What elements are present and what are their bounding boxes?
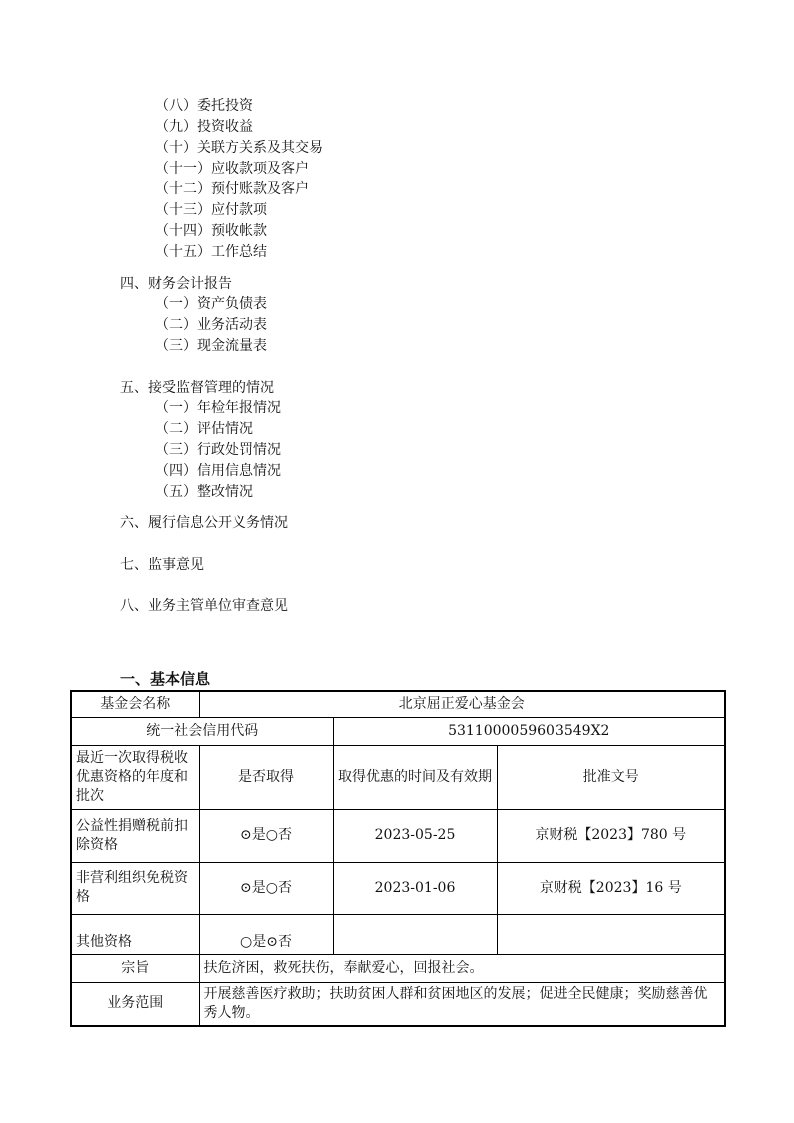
tax-header-period: 取得优惠的时间及有效期 [333, 745, 497, 809]
tax-header-obtained: 是否取得 [199, 745, 333, 809]
code-value: 5311000059603549X2 [333, 717, 725, 745]
code-label: 统一社会信用代码 [71, 717, 333, 745]
toc-item: （十三）应付款项 [155, 202, 267, 218]
tax-row-doc: 京财税【2023】780 号 [497, 809, 725, 862]
toc-item: （一）年检年报情况 [155, 400, 281, 416]
toc-item: （十）关联方关系及其交易 [155, 140, 323, 156]
basic-info-table [70, 690, 726, 1027]
table-row [71, 954, 725, 982]
tax-row-label: 公益性捐赠税前扣除资格 [71, 809, 199, 862]
toc-item: （十五）工作总结 [155, 244, 267, 260]
toc-section-6: 六、履行信息公开义务情况 [120, 515, 288, 531]
toc-item: （二）业务活动表 [155, 317, 267, 333]
table-row [71, 862, 725, 914]
tax-row-date: 2023-01-06 [333, 862, 497, 914]
toc-item: （十一）应收款项及客户 [155, 161, 309, 177]
tax-row-obtained: ⊙是○否 [199, 809, 333, 862]
tax-row-date [333, 914, 497, 954]
tax-row-doc [497, 914, 725, 954]
toc-section-7: 七、监事意见 [120, 557, 204, 573]
toc-item: （五）整改情况 [155, 484, 253, 500]
table-row [71, 914, 725, 954]
toc-item: （十二）预付账款及客户 [155, 181, 309, 197]
purpose-value: 扶危济困，救死扶伤，奉献爱心，回报社会。 [199, 954, 725, 982]
table-row [71, 717, 725, 745]
toc-item: （三）现金流量表 [155, 338, 267, 354]
tax-row-obtained: ⊙是○否 [199, 862, 333, 914]
purpose-label: 宗旨 [71, 954, 199, 982]
table-row [71, 982, 725, 1026]
tax-row-doc: 京财税【2023】16 号 [497, 862, 725, 914]
tax-header-year: 最近一次取得税收优惠资格的年度和批次 [71, 745, 199, 809]
toc-item: （二）评估情况 [155, 421, 253, 437]
section-title-basic-info: 一、基本信息 [120, 670, 211, 688]
toc-section-8: 八、业务主管单位审查意见 [120, 598, 288, 614]
toc-section-4: 四、财务会计报告 [120, 276, 232, 292]
table-row [71, 809, 725, 862]
toc-item: （三）行政处罚情况 [155, 442, 281, 458]
toc-item: （十四）预收帐款 [155, 223, 267, 239]
toc-section-5: 五、接受监督管理的情况 [120, 380, 274, 396]
table-row [71, 745, 725, 809]
scope-label: 业务范围 [71, 982, 199, 1026]
tax-row-date: 2023-05-25 [333, 809, 497, 862]
name-label: 基金会名称 [71, 691, 199, 717]
tax-row-label: 其他资格 [71, 914, 199, 954]
tax-row-obtained: ○是⊙否 [199, 914, 333, 954]
table-row [71, 691, 725, 717]
toc-item: （九）投资收益 [155, 119, 253, 135]
tax-row-label: 非营利组织免税资格 [71, 862, 199, 914]
toc-item: （一）资产负债表 [155, 296, 267, 312]
name-value: 北京屈正爱心基金会 [199, 691, 725, 717]
toc-item: （四）信用信息情况 [155, 463, 281, 479]
scope-value: 开展慈善医疗救助；扶助贫困人群和贫困地区的发展；促进全民健康；奖励慈善优秀人物。 [199, 982, 725, 1026]
toc-item: （八）委托投资 [155, 98, 253, 114]
tax-header-doc: 批准文号 [497, 745, 725, 809]
